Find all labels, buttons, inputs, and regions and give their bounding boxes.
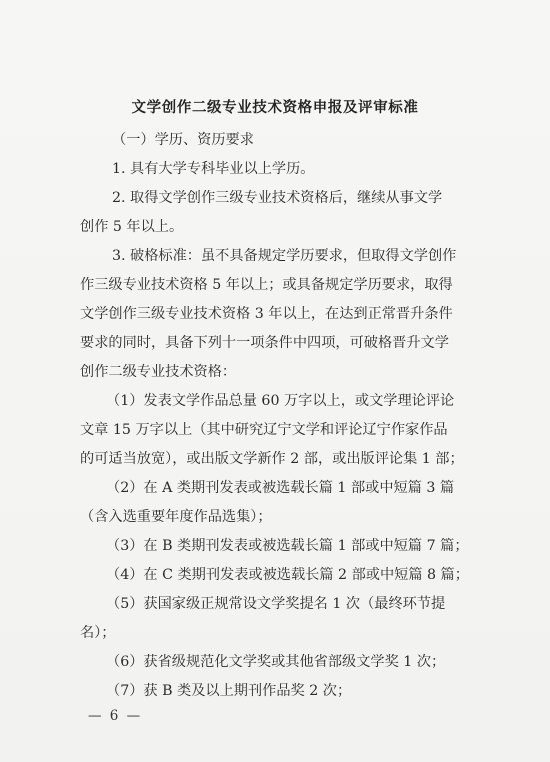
page-number: — 6 — — [88, 708, 143, 724]
list-item-line: （6）获省级规范化文学奖或其他省部级文学奖 1 次； — [106, 654, 446, 670]
paragraph-line: 创作二级专业技术资格： — [80, 364, 237, 380]
section-heading: （一）学历、资历要求 — [112, 132, 254, 148]
list-item-line: 文章 15 万字以上（其中研究辽宁文学和评论辽宁作家作品 — [80, 422, 448, 438]
list-item-line: （7）获 B 类及以上期刊作品奖 2 次； — [106, 683, 352, 699]
paragraph-line: 3. 破格标准：虽不具备规定学历要求，但取得文学创作 — [112, 248, 457, 264]
list-item-line: （含入选重要年度作品选集）； — [80, 509, 272, 525]
list-item-line: （1）发表文学作品总量 60 万字以上，或文学理论评论 — [106, 393, 455, 409]
list-item-line: 的可适当放宽），或出版文学新作 2 部，或出版评论集 1 部； — [80, 451, 464, 467]
list-item-line: 名）； — [80, 625, 116, 641]
list-item-line: （2）在 A 类期刊发表或被选载长篇 1 部或中短篇 3 篇 — [106, 480, 455, 496]
list-item-line: （3）在 B 类期刊发表或被选载长篇 1 部或中短篇 7 篇； — [106, 538, 469, 554]
paragraph-line: 要求的同时，具备下列十一项条件中四项，可破格晋升文学 — [80, 335, 449, 351]
paragraph-line: 文学创作三级专业技术资格 3 年以上，在达到正常晋升条件 — [80, 306, 453, 322]
paragraph-line: 1. 具有大学专科毕业以上学历。 — [112, 161, 315, 177]
paragraph-line: 作三级专业技术资格 5 年以上；或具备规定学历要求，取得 — [80, 277, 453, 293]
paragraph-line: 2. 取得文学创作三级专业技术资格后，继续从事文学 — [112, 190, 443, 206]
paragraph-line: 创作 5 年以上。 — [80, 219, 184, 235]
list-item-line: （4）在 C 类期刊发表或被选载长篇 2 部或中短篇 8 篇； — [106, 567, 469, 583]
document-title: 文学创作二级专业技术资格申报及评审标准 — [131, 100, 419, 116]
list-item-line: （5）获国家级正规常设文学奖提名 1 次（最终环节提 — [106, 596, 446, 612]
